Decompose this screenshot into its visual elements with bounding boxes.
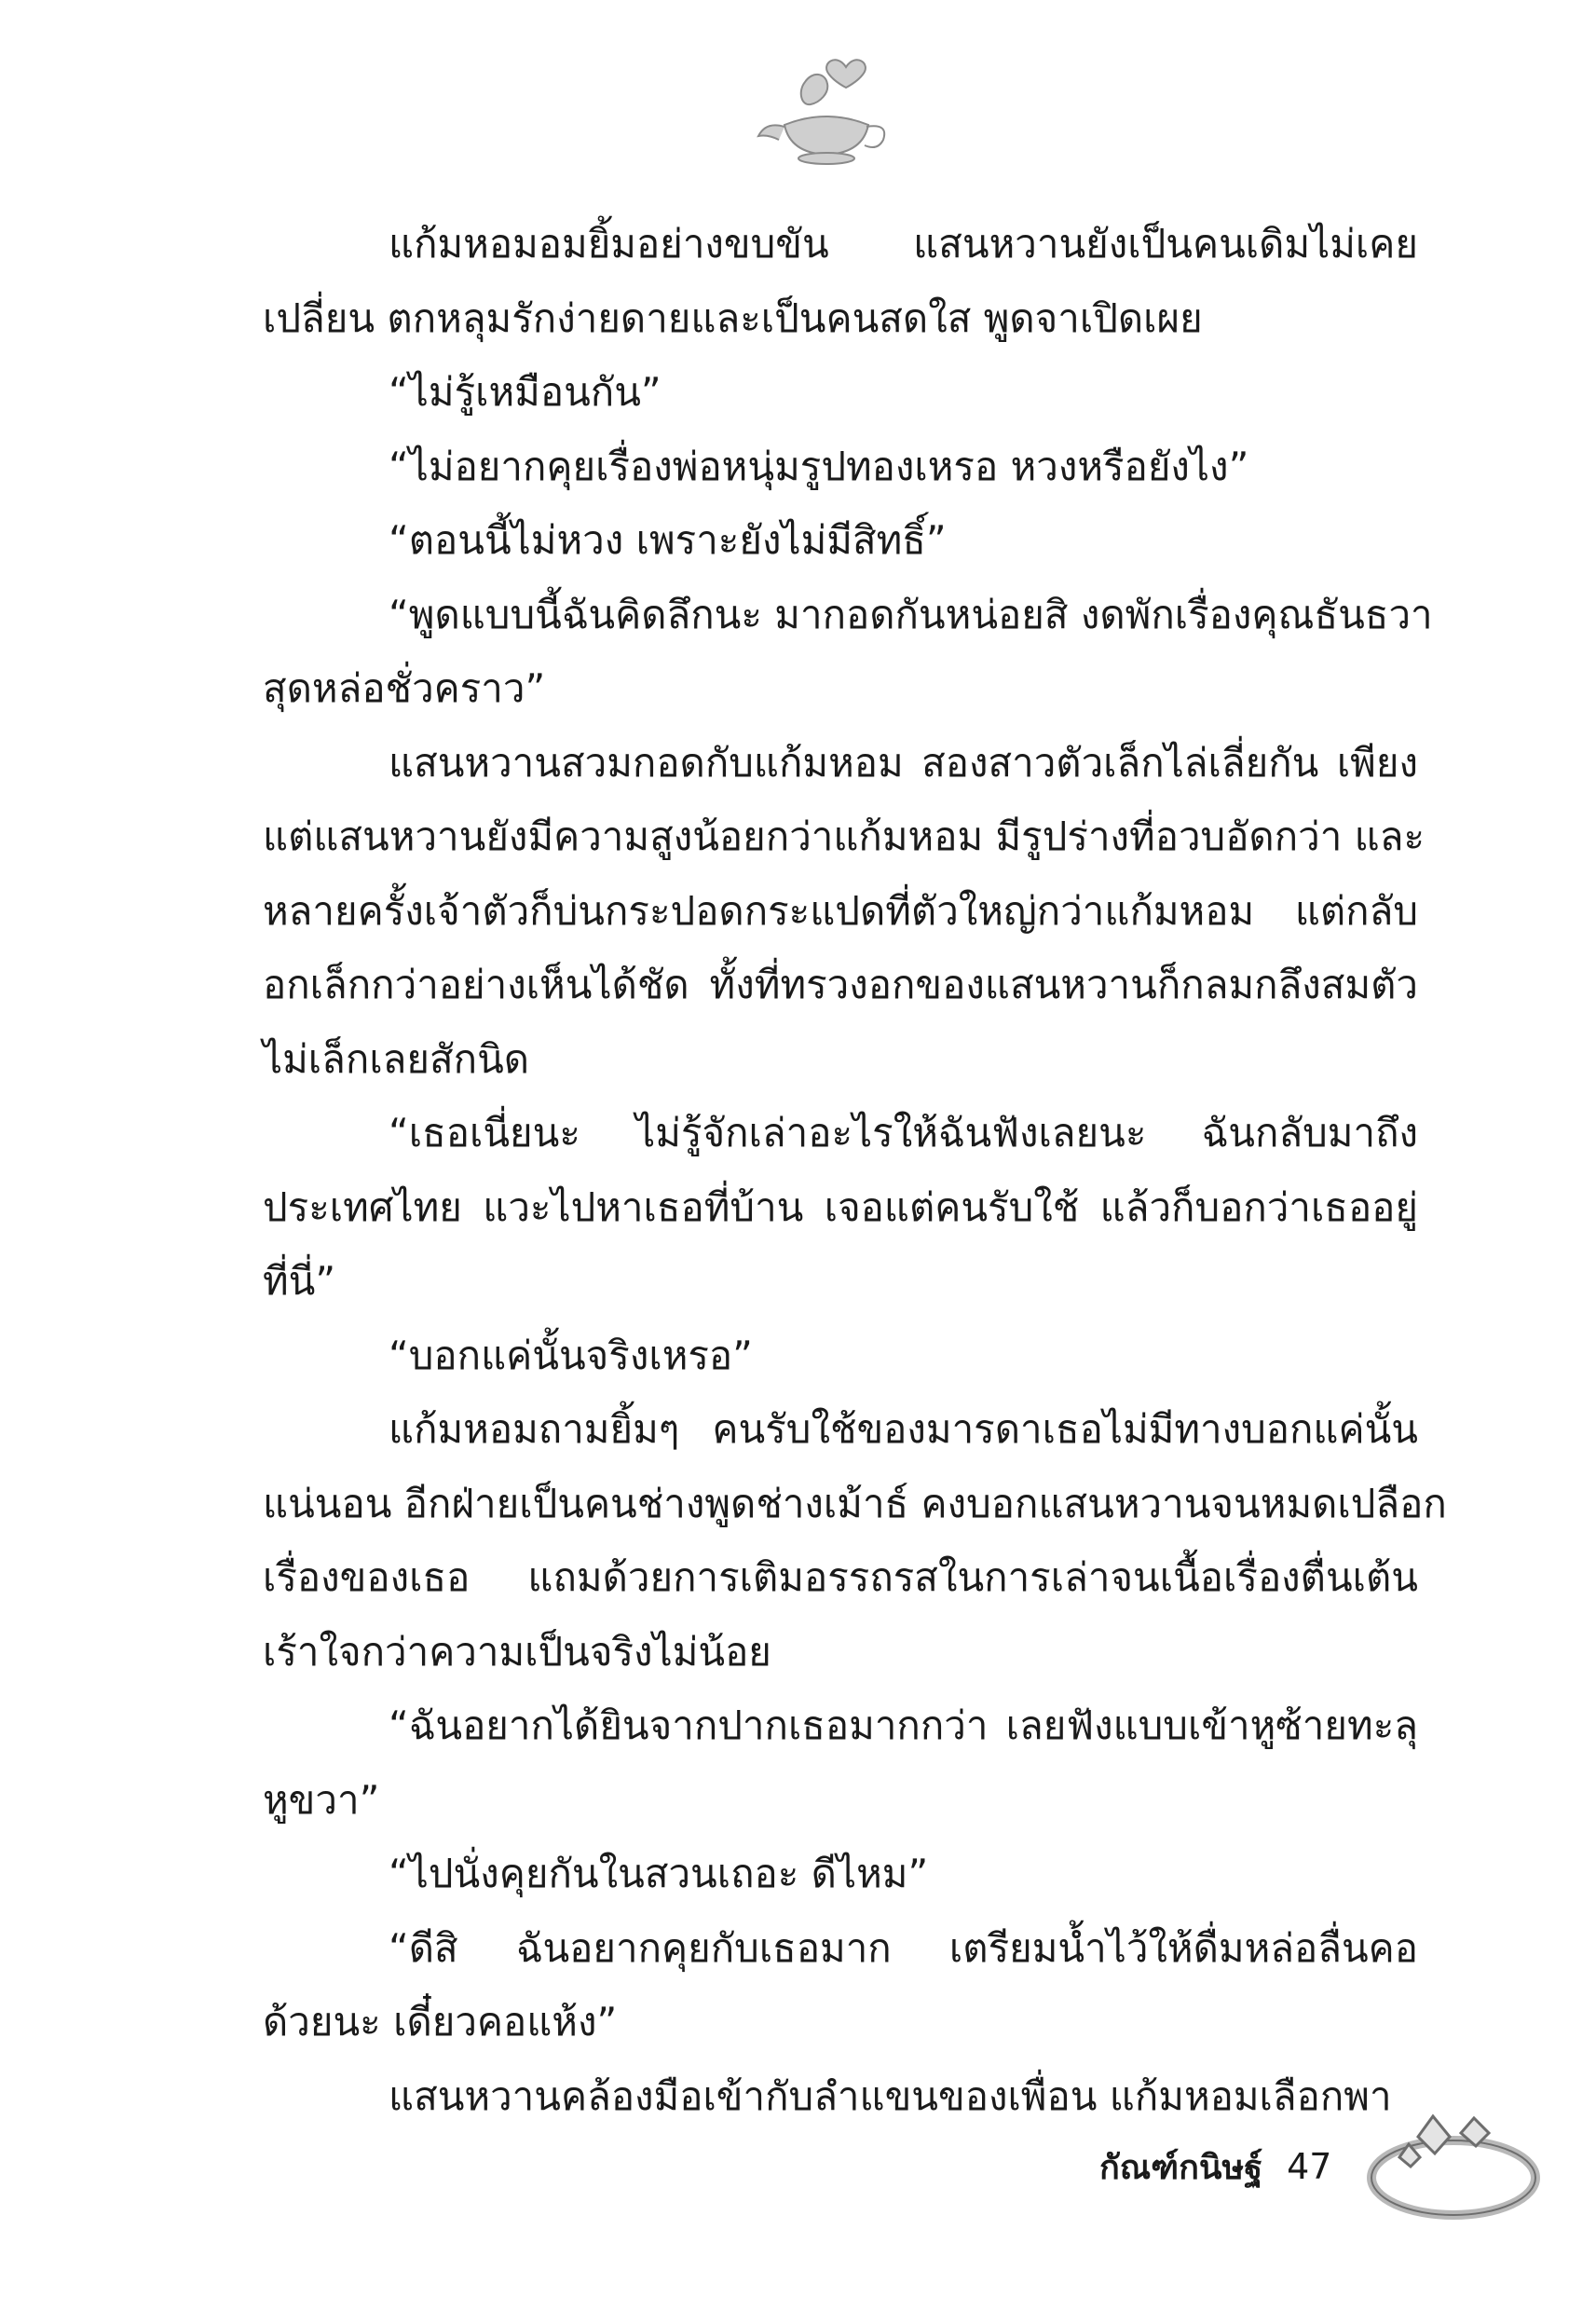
text-line: “ฉันอยากได้ยินจากปากเธอมากกว่า เลยฟังแบบเข้าหูซ้ายทะลุ [389,1702,1418,1748]
paragraph [263,578,1433,726]
text-line: สุดหล่อชั่วคราว” [263,665,546,711]
page-number: 47 [1287,2146,1332,2187]
text-line: หลายครั้งเจ้าตัวก็บ่นกระปอดกระแปดที่ตัวใหญ่กว่าแก้มหอม แต่กลับ [263,887,1418,934]
paragraph [263,1689,1418,1837]
text-line: “ไม่อยากคุยเรื่องพ่อหนุ่มรูปทองเหรอ หวงหรือยังไง” [389,443,1249,489]
diamond-ring-icon [1360,2101,1547,2232]
paragraph [263,726,1425,1097]
text-line: “เธอเนี่ยนะ ไม่รู้จักเล่าอะไรให้ฉันฟังเลยนะ ฉันกลับมาถึง [389,1110,1418,1156]
text-line: เรื่องของเธอ แถมด้วยการเติมอรรถรสในการเล่าจนเนื้อเรื่องตื่นเต้น [263,1554,1418,1600]
paragraph [263,207,1418,355]
paragraph [263,355,1418,430]
text-line: “ดีสิ ฉันอยากคุยกับเธอมาก เตรียมน้ำไว้ให้ดื่มหล่อลื่นคอ [389,1924,1418,1971]
text-line: ที่นี่” [263,1258,336,1304]
paragraph [263,1096,1418,1319]
page-footer [1099,2129,1331,2204]
text-line: แต่แสนหวานยังมีความสูงน้อยกว่าแก้มหอม มีรูปร่างที่อวบอัดกว่า และ [263,814,1425,859]
text-line: แก้มหอมอมยิ้มอย่างขบขัน แสนหวานยังเป็นคนเดิมไม่เคย [389,221,1418,267]
text-line: ไม่เล็กเลยสักนิด [263,1035,530,1082]
text-line: “ไปนั่งคุยกันในสวนเถอะ ดีไหม” [389,1851,929,1896]
text-line: แสนหวานคล้องมือเข้ากับลำแขนของเพื่อน แก้มหอมเลือกพา [389,2072,1392,2119]
text-line: แก้มหอมถามยิ้มๆ คนรับใช้ของมารดาเธอไม่มีทางบอกแค่นั้น [389,1406,1418,1452]
text-line: “บอกแค่นั้นจริงเหรอ” [389,1332,753,1378]
paragraph [263,2059,1418,2134]
paragraph [263,1911,1418,2059]
paragraph [263,1319,1418,1393]
text-line: เร้าใจกว่าความเป็นจริงไม่น้อย [263,1628,771,1675]
text-line: “ไม่รู้เหมือนกัน” [389,369,662,415]
paragraph [263,430,1418,504]
text-line: ด้วยนะ เดี๋ยวคอแห้ง” [263,1999,618,2044]
paragraph [263,1837,1418,1911]
text-line: “ตอนนี้ไม่หวง เพราะยังไม่มีสิทธิ์” [389,517,947,563]
cupid-teapot-ornament-icon [757,48,896,170]
text-line: แน่นอน อีกฝ่ายเป็นคนช่างพูดช่างเม้าธ์ คงบอกแสนหวานจนหมดเปลือก [263,1480,1447,1526]
text-line: ประเทศไทย แวะไปหาเธอที่บ้าน เจอแต่คนรับใช้ แล้วก็บอกว่าเธออยู่ [263,1183,1418,1230]
text-line: แสนหวานสวมกอดกับแก้มหอม สองสาวตัวเล็กไล่เลี่ยกัน เพียง [389,739,1418,786]
paragraph [263,503,1418,578]
text-line: “พูดแบบนี้ฉันคิดลึกนะ มากอดกันหน่อยสิ งดพักเรื่องคุณธันธวา [389,591,1433,637]
text-line: เปลี่ยน ตกหลุมรักง่ายดายและเป็นคนสดใส พูดจาเปิดเผย [263,294,1203,341]
text-line: หูขวา” [263,1776,380,1823]
text-line: อกเล็กกว่าอย่างเห็นได้ชัด ทั้งที่ทรวงอกของแสนหวานก็กลมกลึงสมตัว [263,962,1418,1007]
body-text [263,207,1447,2133]
author-name: กัณฑ์กนิษฐ์ [1099,2148,1263,2187]
paragraph [263,1392,1447,1689]
